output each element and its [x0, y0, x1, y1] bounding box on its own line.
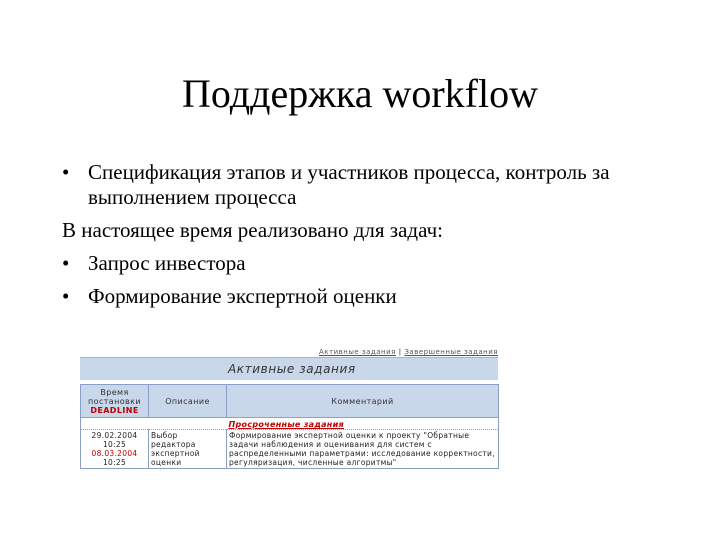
task-filter-links — [80, 348, 498, 357]
table-header-row — [81, 385, 499, 418]
bullet-icon: • — [62, 160, 70, 184]
tasks-table — [80, 384, 499, 469]
start-date: 29.02.2004 — [91, 431, 138, 440]
deadline-date: 08.03.2004 — [91, 449, 138, 458]
bullet-text: Спецификация этапов и участников процесса, контроль за выполнением процесса — [88, 160, 610, 209]
column-header-comment[interactable]: Комментарий — [227, 385, 499, 418]
slide-body — [62, 160, 702, 317]
bullet-text: Формирование экспертной оценки — [88, 284, 397, 308]
section-title: Активные задания — [80, 357, 498, 380]
column-header-description[interactable]: Описание — [149, 385, 227, 418]
bullet-item — [62, 251, 702, 276]
column-header-time[interactable] — [81, 385, 149, 418]
bullet-text: Запрос инвестора — [88, 251, 246, 275]
deadline-header-label: DEADLINE — [90, 405, 139, 415]
completed-tasks-link[interactable]: Завершенные задания — [404, 348, 498, 356]
task-table-screenshot — [80, 348, 498, 469]
slide-title: Поддержка workflow — [182, 71, 538, 116]
bullet-item — [62, 284, 702, 309]
links-separator: | — [398, 348, 402, 356]
start-time: 10:25 — [102, 440, 127, 449]
deadline-time: 10:25 — [102, 458, 127, 467]
active-tasks-link[interactable]: Активные задания — [319, 348, 396, 356]
overdue-group-label: Просроченные задания — [227, 418, 499, 430]
task-time-cell — [81, 430, 149, 469]
bullet-icon: • — [62, 251, 70, 275]
task-description-cell[interactable]: Выбор редактора экспертной оценки — [149, 430, 227, 469]
bullet-item — [62, 160, 702, 210]
time-header-label: Время постановки — [88, 387, 141, 406]
task-comment-cell: Формирование экспертной оценки к проекту "Обратные задачи наблюдения и оценивания для систем с распределенными параметрами: исследование корректности, регуляризация, численные алгоритмы" — [227, 430, 499, 469]
body-line: В настоящее время реализовано для задач: — [62, 218, 443, 242]
bullet-icon: • — [62, 284, 70, 308]
table-row[interactable] — [81, 430, 499, 469]
group-row — [81, 418, 499, 430]
